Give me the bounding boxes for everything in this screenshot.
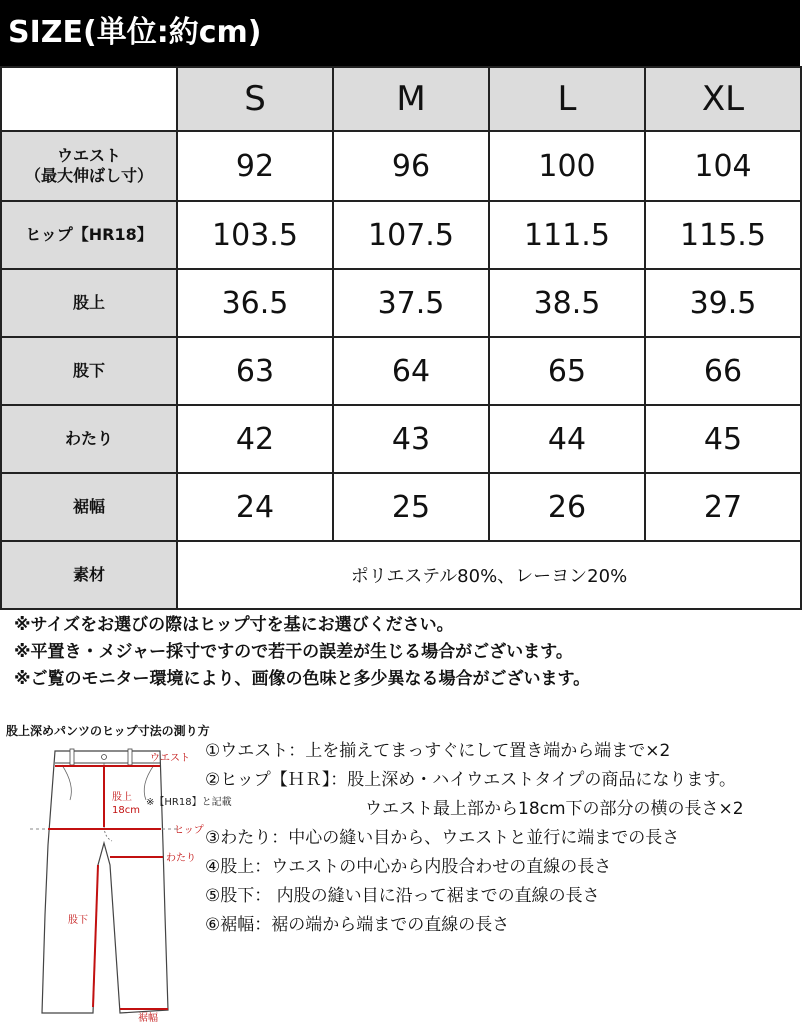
table-row-rise [1, 269, 801, 337]
row-label-hip: ヒップ【HR18】 [1, 201, 177, 269]
table-cell: 111.5 [489, 201, 645, 269]
notes [14, 612, 794, 693]
row-label-material: 素材 [1, 541, 177, 609]
size-table [0, 66, 802, 610]
table-cell: 45 [645, 405, 801, 473]
rise-label-line2: 18cm [112, 805, 140, 816]
size-header-xl: XL [645, 67, 801, 131]
table-cell: 104 [645, 131, 801, 201]
table-row-hip [1, 201, 801, 269]
rise-label-line1: 股上 [112, 792, 132, 803]
waist-label: ウエスト [150, 753, 190, 764]
table-cell: 115.5 [645, 201, 801, 269]
table-cell: 25 [333, 473, 489, 541]
table-cell: 38.5 [489, 269, 645, 337]
diagram-title: 股上深めパンツのヒップ寸法の測り方 [6, 724, 210, 738]
table-cell: 44 [489, 405, 645, 473]
table-cell: 42 [177, 405, 333, 473]
measure-item-inseam: ⑤股下： 内股の縫い目に沿って裾までの直線の長さ [205, 886, 600, 906]
row-label-inseam: 股下 [1, 337, 177, 405]
hip-label: ヒップ [174, 825, 204, 836]
row-label-thigh: わたり [1, 405, 177, 473]
table-cell: 64 [333, 337, 489, 405]
note-item: ※ご覧のモニター環境により、画像の色味と多少異なる場合がございます。 [14, 669, 591, 689]
material-value: ポリエステル80%、レーヨン20% [177, 541, 801, 609]
table-cell: 100 [489, 131, 645, 201]
row-label-waist [1, 131, 177, 201]
measure-item-hem: ⑥裾幅：裾の端から端までの直線の長さ [205, 915, 510, 935]
hr-note: ※【HR18】と記載 [146, 797, 232, 808]
size-header-m: M [333, 67, 489, 131]
measure-item-thigh: ③わたり：中心の縫い目から、ウエストと並行に端までの長さ [205, 828, 680, 848]
measure-item-waist: ①ウエスト：上を揃えてまっすぐにして置き端から端まで×2 [205, 741, 671, 761]
table-cell: 36.5 [177, 269, 333, 337]
corner-cell [1, 67, 177, 131]
table-cell: 96 [333, 131, 489, 201]
table-cell: 43 [333, 405, 489, 473]
table-cell: 65 [489, 337, 645, 405]
table-row-inseam [1, 337, 801, 405]
hem-label: 裾幅 [138, 1013, 158, 1022]
inseam-label: 股下 [68, 915, 88, 926]
button [102, 755, 107, 760]
table-cell: 24 [177, 473, 333, 541]
belt-loop [128, 749, 132, 765]
thigh-label: わたり [166, 853, 196, 864]
table-cell: 66 [645, 337, 801, 405]
size-header-row [1, 67, 801, 131]
table-row-hem [1, 473, 801, 541]
note-item: ※サイズをお選びの際はヒップ寸を基にお選びください。 [14, 615, 454, 635]
table-cell: 92 [177, 131, 333, 201]
table-cell: 39.5 [645, 269, 801, 337]
table-cell: 26 [489, 473, 645, 541]
measure-item-hip: ②ヒップ【ＨＲ】：股上深め・ハイウエストタイプの商品になります。 [205, 770, 737, 790]
row-label-waist-line2: （最大伸ばし寸） [24, 166, 153, 185]
note-item: ※平置き・メジャー採寸ですので若干の誤差が生じる場合がございます。 [14, 642, 573, 662]
measure-item-rise: ④股上：ウエストの中心から内股合わせの直線の長さ [205, 857, 612, 877]
table-cell: 107.5 [333, 201, 489, 269]
table-row-waist [1, 131, 801, 201]
row-label-hem: 裾幅 [1, 473, 177, 541]
table-cell: 27 [645, 473, 801, 541]
size-header-l: L [489, 67, 645, 131]
size-header-s: S [177, 67, 333, 131]
table-cell: 37.5 [333, 269, 489, 337]
table-cell: 103.5 [177, 201, 333, 269]
belt-loop [70, 749, 74, 765]
table-cell: 63 [177, 337, 333, 405]
measure-item-hip-detail: ウエスト最上部から18cm下の部分の横の長さ×2 [365, 799, 744, 819]
table-row-thigh [1, 405, 801, 473]
row-label-rise: 股上 [1, 269, 177, 337]
measurement-instructions [205, 737, 800, 940]
page-title: SIZE(単位:約cm) [0, 0, 800, 66]
row-label-waist-line1: ウエスト [56, 146, 121, 165]
pants-diagram [0, 745, 232, 1022]
table-row-material [1, 541, 801, 609]
